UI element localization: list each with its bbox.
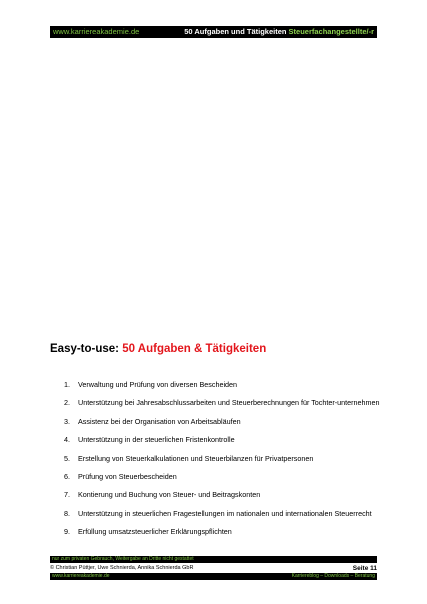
- task-item: [64, 472, 384, 481]
- task-item: [64, 380, 384, 389]
- task-text: Kontierung und Buchung von Steuer- und Beitragskonten: [78, 490, 261, 500]
- header-title: [184, 26, 374, 38]
- section-title: [50, 343, 266, 355]
- task-number: 3.: [64, 416, 70, 426]
- task-number: 2.: [64, 398, 70, 408]
- task-item: [64, 509, 384, 518]
- task-item: [64, 398, 384, 407]
- task-number: 5.: [64, 453, 70, 463]
- task-number: 1.: [64, 380, 70, 389]
- header-title-main: 50 Aufgaben und Tätigkeiten: [184, 27, 287, 36]
- header-url[interactable]: www.karriereakademie.de: [53, 27, 140, 36]
- section-title-prefix: Easy-to-use:: [50, 343, 120, 355]
- task-text: Assistenz bei der Organisation von Arbeitsabläufen: [78, 416, 241, 426]
- footer-note: nur zum privaten Gebrauch, Weitergabe an Dritte nicht gestattet: [50, 556, 377, 563]
- page-header: [50, 26, 377, 38]
- footer-copyright-row: [50, 564, 377, 573]
- task-text: Verwaltung und Prüfung von diversen Bescheiden: [78, 380, 238, 389]
- task-text: Unterstützung in steuerlichen Fragestellungen im nationalen und internationalen Steuerrecht: [78, 508, 372, 518]
- footer-tagline: Karriereblog – Downloads – Beratung: [291, 573, 375, 579]
- task-item: [64, 527, 384, 536]
- section-title-highlight: 50 Aufgaben & Tätigkeiten: [122, 343, 267, 355]
- task-item: [64, 417, 384, 426]
- task-number: 6.: [64, 471, 70, 481]
- task-number: 8.: [64, 508, 70, 518]
- task-item: [64, 435, 384, 444]
- task-number: 9.: [64, 527, 70, 537]
- footer-copyright: © Christian Püttjer, Uwe Schnierda, Annika Schnierda GbR: [50, 565, 194, 571]
- task-text: Unterstützung in der steuerlichen Fristenkontrolle: [78, 435, 235, 445]
- task-list: [64, 380, 384, 546]
- task-text: Prüfung von Steuerbescheiden: [78, 471, 177, 481]
- task-item: [64, 454, 384, 463]
- task-text: Unterstützung bei Jahresabschlussarbeiten und Steuerberechnungen für Tochter-unternehmen: [78, 398, 380, 408]
- task-text: Erstellung von Steuerkalkulationen und Steuerbilanzen für Privatpersonen: [78, 453, 314, 463]
- footer-url[interactable]: www.karriereakademie.de: [52, 573, 110, 579]
- task-number: 4.: [64, 435, 70, 445]
- page-number: Seite 11: [352, 565, 377, 572]
- header-title-accent: Steuerfachangestellte/-r: [288, 27, 374, 36]
- footer-bar: [50, 573, 377, 580]
- task-number: 7.: [64, 490, 70, 500]
- task-item: [64, 490, 384, 499]
- task-text: Erfüllung umsatzsteuerlicher Erklärungspflichten: [78, 527, 232, 537]
